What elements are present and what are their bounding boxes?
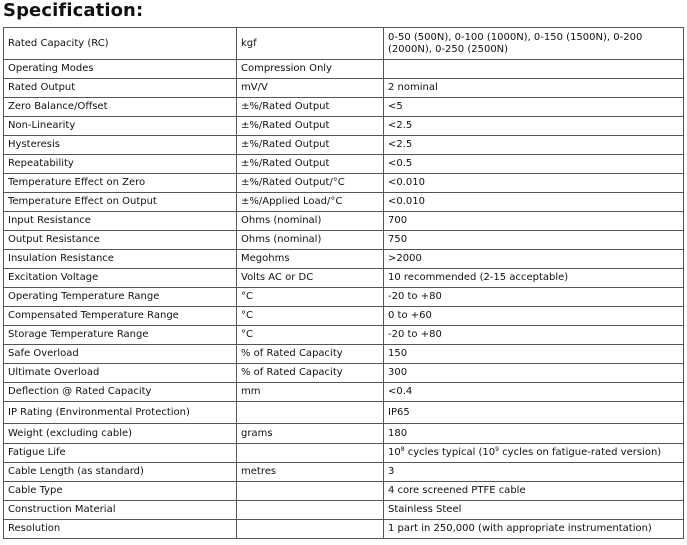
value-cell: <2.5 bbox=[384, 136, 684, 155]
unit-cell: ±%/Rated Output bbox=[237, 155, 384, 174]
param-cell: Safe Overload bbox=[4, 345, 237, 364]
value-cell: Stainless Steel bbox=[384, 501, 684, 520]
param-cell: Cable Type bbox=[4, 482, 237, 501]
unit-cell bbox=[237, 402, 384, 424]
param-cell: Zero Balance/Offset bbox=[4, 98, 237, 117]
param-cell: Temperature Effect on Zero bbox=[4, 174, 237, 193]
table-row bbox=[4, 136, 684, 155]
table-row bbox=[4, 193, 684, 212]
table-row bbox=[4, 155, 684, 174]
unit-cell: ±%/Rated Output bbox=[237, 117, 384, 136]
value-cell: 4 core screened PTFE cable bbox=[384, 482, 684, 501]
param-cell: Compensated Temperature Range bbox=[4, 307, 237, 326]
table-row bbox=[4, 79, 684, 98]
value-cell: <0.4 bbox=[384, 383, 684, 402]
param-cell: Construction Material bbox=[4, 501, 237, 520]
param-cell: Temperature Effect on Output bbox=[4, 193, 237, 212]
fatigue-text-1: cycles typical (10 bbox=[404, 447, 496, 458]
param-cell: Storage Temperature Range bbox=[4, 326, 237, 345]
param-cell: Weight (excluding cable) bbox=[4, 424, 237, 444]
param-cell: Repeatability bbox=[4, 155, 237, 174]
table-row bbox=[4, 231, 684, 250]
table-row bbox=[4, 345, 684, 364]
param-cell: Resolution bbox=[4, 520, 237, 539]
table-row bbox=[4, 402, 684, 424]
table-row bbox=[4, 307, 684, 326]
param-cell: Rated Output bbox=[4, 79, 237, 98]
value-cell: IP65 bbox=[384, 402, 684, 424]
unit-cell: Megohms bbox=[237, 250, 384, 269]
param-cell: Insulation Resistance bbox=[4, 250, 237, 269]
table-row bbox=[4, 520, 684, 539]
unit-cell: kgf bbox=[237, 28, 384, 60]
value-cell: 750 bbox=[384, 231, 684, 250]
unit-cell: Compression Only bbox=[237, 60, 384, 79]
unit-cell: mV/V bbox=[237, 79, 384, 98]
table-row bbox=[4, 424, 684, 444]
value-cell: 0-50 (500N), 0-100 (1000N), 0-150 (1500N), 0-200 (2000N), 0-250 (2500N) bbox=[384, 28, 684, 60]
unit-cell: % of Rated Capacity bbox=[237, 364, 384, 383]
fatigue-text-2: cycles on fatigue-rated version) bbox=[498, 447, 662, 458]
unit-cell: metres bbox=[237, 463, 384, 482]
unit-cell bbox=[237, 520, 384, 539]
table-row bbox=[4, 269, 684, 288]
page-title: Specification: bbox=[3, 0, 144, 21]
param-cell: Input Resistance bbox=[4, 212, 237, 231]
unit-cell bbox=[237, 501, 384, 520]
param-cell: Deflection @ Rated Capacity bbox=[4, 383, 237, 402]
param-cell: Rated Capacity (RC) bbox=[4, 28, 237, 60]
unit-cell: mm bbox=[237, 383, 384, 402]
fatigue-exponent-1: 8 bbox=[400, 446, 405, 453]
unit-cell: ±%/Applied Load/°C bbox=[237, 193, 384, 212]
param-cell: Cable Length (as standard) bbox=[4, 463, 237, 482]
value-cell: -20 to +80 bbox=[384, 326, 684, 345]
value-cell: <2.5 bbox=[384, 117, 684, 136]
param-cell: IP Rating (Environmental Protection) bbox=[4, 402, 237, 424]
table-row bbox=[4, 60, 684, 79]
value-cell: <0.5 bbox=[384, 155, 684, 174]
param-cell: Operating Temperature Range bbox=[4, 288, 237, 307]
value-cell: 10 recommended (2-15 acceptable) bbox=[384, 269, 684, 288]
fatigue-base-1: 10 bbox=[388, 447, 401, 458]
unit-cell: Ohms (nominal) bbox=[237, 212, 384, 231]
fatigue-exponent-2: 9 bbox=[495, 446, 499, 453]
specification-table bbox=[3, 27, 684, 539]
value-cell: 2 nominal bbox=[384, 79, 684, 98]
table-row bbox=[4, 326, 684, 345]
param-cell: Output Resistance bbox=[4, 231, 237, 250]
unit-cell: ±%/Rated Output bbox=[237, 98, 384, 117]
unit-cell bbox=[237, 444, 384, 463]
table-row bbox=[4, 288, 684, 307]
table-row bbox=[4, 444, 684, 463]
value-cell: 1 part in 250,000 (with appropriate instrumentation) bbox=[384, 520, 684, 539]
table-row bbox=[4, 212, 684, 231]
param-cell: Operating Modes bbox=[4, 60, 237, 79]
unit-cell: % of Rated Capacity bbox=[237, 345, 384, 364]
value-cell: 150 bbox=[384, 345, 684, 364]
value-cell: 0 to +60 bbox=[384, 307, 684, 326]
table-row bbox=[4, 98, 684, 117]
unit-cell: °C bbox=[237, 326, 384, 345]
value-cell bbox=[384, 60, 684, 79]
unit-cell: ±%/Rated Output/°C bbox=[237, 174, 384, 193]
unit-cell: ±%/Rated Output bbox=[237, 136, 384, 155]
table-row bbox=[4, 482, 684, 501]
unit-cell: Ohms (nominal) bbox=[237, 231, 384, 250]
value-cell: 300 bbox=[384, 364, 684, 383]
table-row bbox=[4, 174, 684, 193]
unit-cell bbox=[237, 482, 384, 501]
param-cell: Excitation Voltage bbox=[4, 269, 237, 288]
table-row bbox=[4, 28, 684, 60]
value-cell: 180 bbox=[384, 424, 684, 444]
value-cell: -20 to +80 bbox=[384, 288, 684, 307]
param-cell: Hysteresis bbox=[4, 136, 237, 155]
table-row bbox=[4, 250, 684, 269]
unit-cell: grams bbox=[237, 424, 384, 444]
param-cell: Ultimate Overload bbox=[4, 364, 237, 383]
param-cell: Non-Linearity bbox=[4, 117, 237, 136]
value-cell: >2000 bbox=[384, 250, 684, 269]
value-cell: <0.010 bbox=[384, 174, 684, 193]
param-cell: Fatigue Life bbox=[4, 444, 237, 463]
unit-cell: °C bbox=[237, 288, 384, 307]
value-cell: 700 bbox=[384, 212, 684, 231]
table-row bbox=[4, 117, 684, 136]
value-cell: <0.010 bbox=[384, 193, 684, 212]
value-cell: <5 bbox=[384, 98, 684, 117]
value-cell: 3 bbox=[384, 463, 684, 482]
unit-cell: °C bbox=[237, 307, 384, 326]
table-row bbox=[4, 463, 684, 482]
table-row bbox=[4, 501, 684, 520]
table-row bbox=[4, 383, 684, 402]
value-cell bbox=[384, 444, 684, 463]
table-row bbox=[4, 364, 684, 383]
unit-cell: Volts AC or DC bbox=[237, 269, 384, 288]
